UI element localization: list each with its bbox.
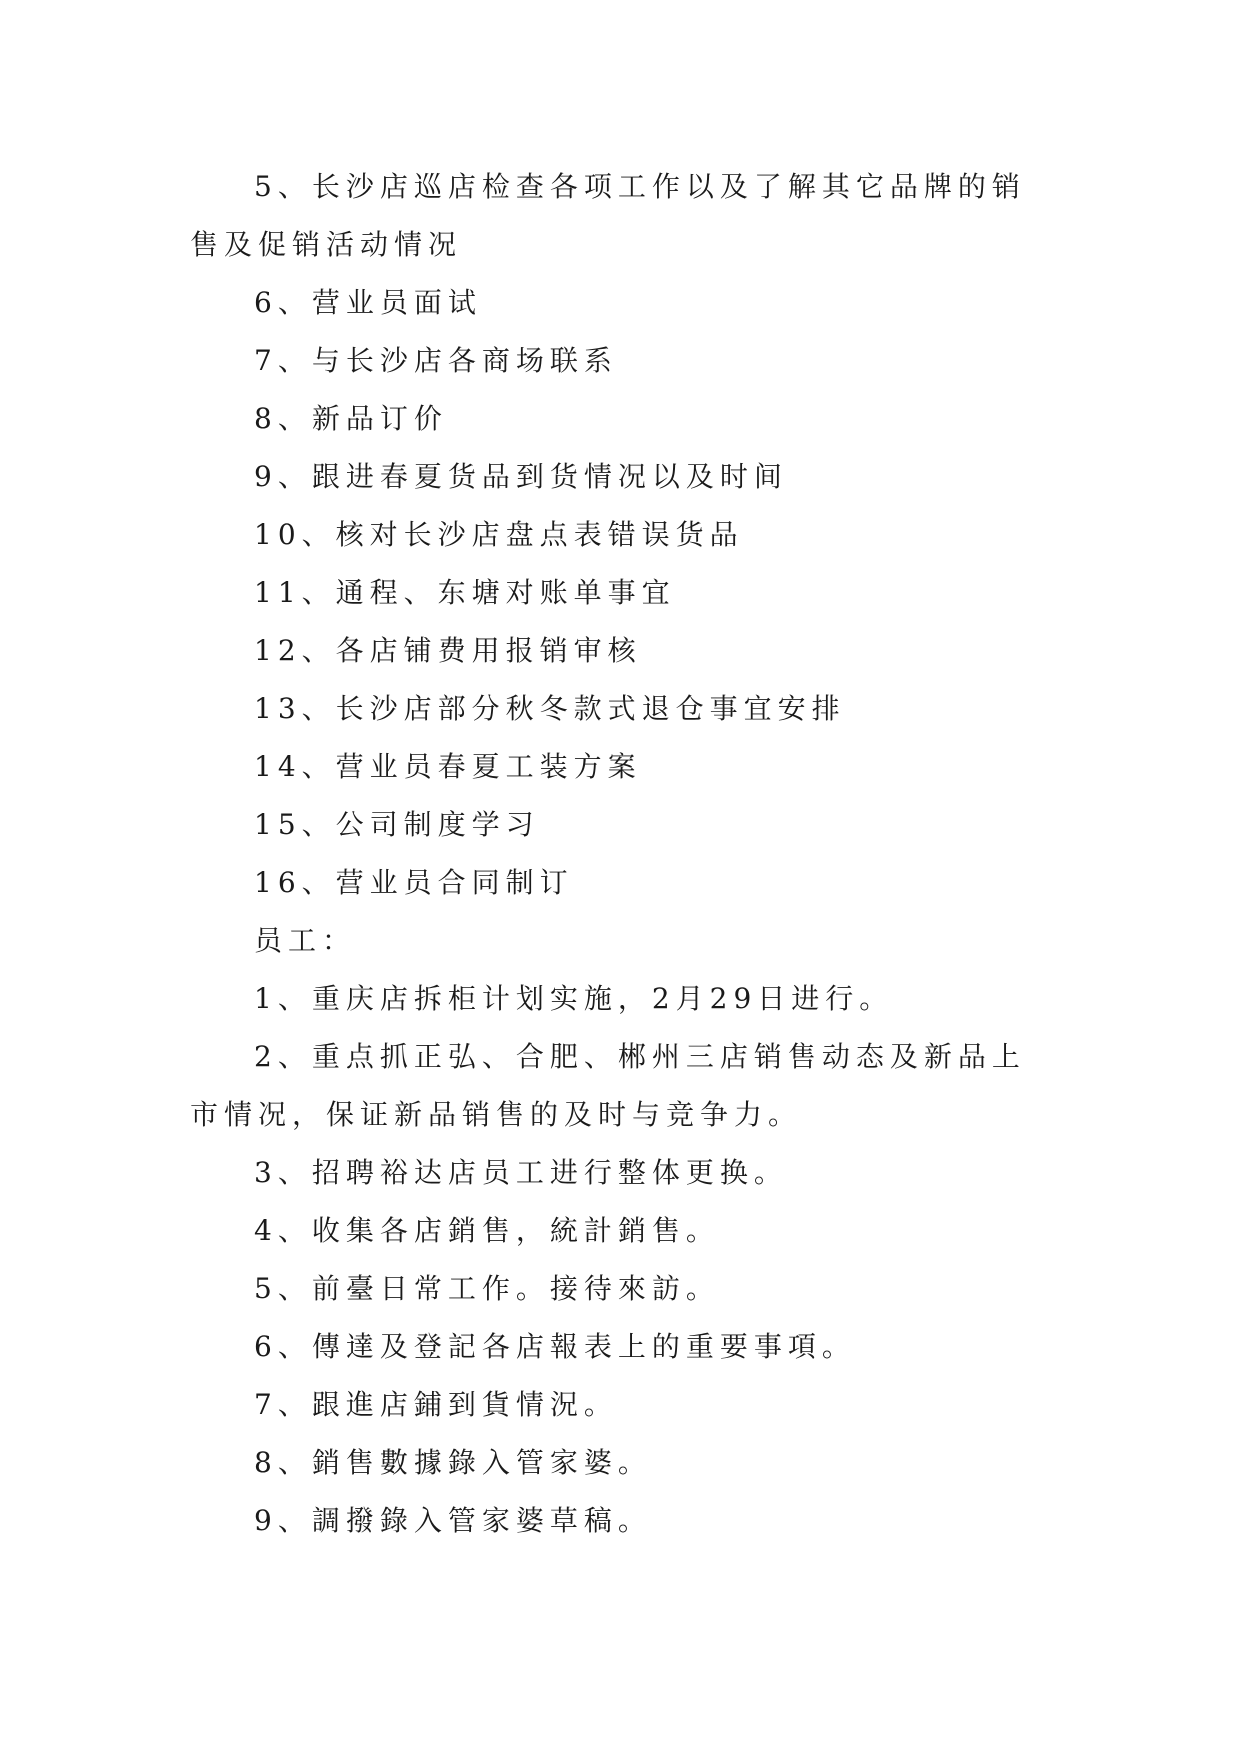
paragraph: 2、重点抓正弘、合肥、郴州三店销售动态及新品上市情况，保证新品销售的及时与竞争力。 — [190, 1040, 1026, 1131]
paragraph: 8、新品订价 — [254, 402, 448, 435]
paragraph: 5、前臺日常工作。接待來訪。 — [254, 1272, 720, 1305]
paragraph: 9、調撥錄入管家婆草稿。 — [254, 1504, 652, 1537]
paragraph: 16、营业员合同制订 — [254, 866, 574, 899]
section-heading: 员工： — [254, 924, 357, 957]
paragraph: 15、公司制度学习 — [254, 808, 540, 841]
paragraph: 3、招聘裕达店员工进行整体更换。 — [254, 1156, 788, 1189]
paragraph: 6、营业员面试 — [254, 286, 482, 319]
document-body — [190, 158, 1050, 1550]
paragraph: 14、营业员春夏工装方案 — [254, 750, 642, 783]
paragraph: 6、傳達及登記各店報表上的重要事項。 — [254, 1330, 856, 1363]
paragraph: 13、长沙店部分秋冬款式退仓事宜安排 — [254, 692, 846, 725]
paragraph: 4、收集各店銷售，統計銷售。 — [254, 1214, 720, 1247]
paragraph: 9、跟进春夏货品到货情况以及时间 — [254, 460, 788, 493]
paragraph: 7、跟進店鋪到貨情況。 — [254, 1388, 618, 1421]
paragraph: 5、长沙店巡店检查各项工作以及了解其它品牌的销售及促销活动情况 — [190, 170, 1026, 261]
paragraph: 8、銷售數據錄入管家婆。 — [254, 1446, 652, 1479]
paragraph: 1、重庆店拆柜计划实施，2月29日进行。 — [254, 982, 894, 1015]
paragraph: 10、核对长沙店盘点表错误货品 — [254, 518, 744, 551]
paragraph: 7、与长沙店各商场联系 — [254, 344, 618, 377]
paragraph: 11、通程、东塘对账单事宜 — [254, 576, 676, 609]
paragraph: 12、各店铺费用报销审核 — [254, 634, 642, 667]
